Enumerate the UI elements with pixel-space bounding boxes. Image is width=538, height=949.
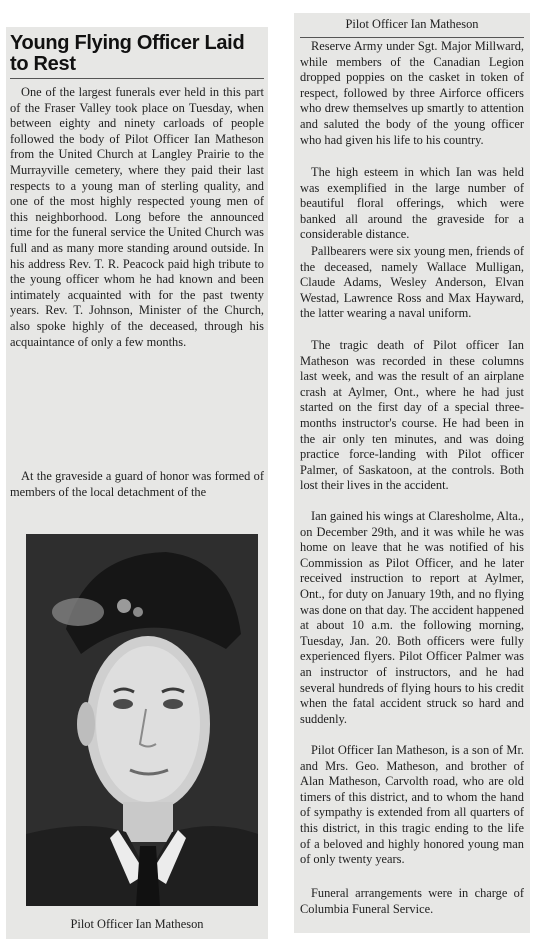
right-paragraph-7: Funeral arrangements were in charge of Columbia Funeral Service. <box>300 886 524 916</box>
article-left-clipping <box>6 27 268 939</box>
left-paragraph-1: One of the largest funerals ever held in this part of the Fraser Valley took place on Tuesday, when between eighty and ninety carloads of people followed the body of Pilot Officer Ian Matheson from the United Church at Langley Prairie to the Murrayville cemetery, where they paid their last respects to a young man of sterling quality, and one of the most highly respected young men of this neighborhood. Long before the announced time for the funeral service the United Church was full and as many more standing around outside. In his address Rev. T. R. Peacock paid high tribute to the young officer whom he had known and been intimately acquainted with for the past twenty years. Rev. T. Johnson, Minister of the Church, also spoke highly of the deceased, through his acquaintance of only a few months. <box>10 85 264 349</box>
running-head: Pilot Officer Ian Matheson <box>345 17 479 31</box>
right-paragraph-5: Ian gained his wings at Claresholme, Alta., on December 29th, and it was while he was home on leave that he was notified of his Commission as Pilot Officer, and he later received instruction to report at Aylmer, Ont., for duty on January 19th, and no flying was done on that day. The accident happened at about 10 a.m. the following morning, Tuesday, Jan. 20. Both officers were fully experienced flyers. Pilot Officer Palmer was an instructor of instructors, and he had several hundreds of flying hours to his credit when the fatal accident struck so hard and suddenly. <box>300 509 525 726</box>
right-paragraph-4: The tragic death of Pilot officer Ian Matheson was recorded in these columns last week, and was the result of an airplane crash at Aylmer, Ont., where he had just started on the first day of a special three-months instructor's course. He had been in the air only ten minutes, and was doing practice force-landing with Pilot officer Palmer, of Saskatoon, at the controls. Both lost their lives in the accident. <box>300 338 524 493</box>
article-right-clipping <box>294 13 530 933</box>
running-head-rule <box>300 37 524 38</box>
headline: Young Flying Officer Laid to Rest <box>10 32 245 75</box>
portrait-photo <box>26 534 258 906</box>
right-paragraph-2: The high esteem in which Ian was held was exemplified in the large number of beautiful floral offerings, which were banked all around the graveside for a considerable distance. <box>300 165 524 242</box>
left-paragraph-2: At the graveside a guard of honor was formed of members of the local detachment of the <box>10 469 264 499</box>
right-paragraph-3: Pallbearers were six young men, friends of the deceased, namely Wallace Mulligan, Claude Adams, Wesley Anderson, Elvan Westad, Lawrence Ross and Max Hayward, the latter wearing a naval uniform. <box>300 244 524 321</box>
right-paragraph-1: Reserve Army under Sgt. Major Millward, while members of the Canadian Legion dropped poppies on the casket in token of respect, followed by three Airforce officers who drew themselves up smartly to attention and saluted the body of the young officer who had given his life to his country. <box>300 39 524 147</box>
headline-rule <box>10 78 264 79</box>
photo-caption: Pilot Officer Ian Matheson <box>70 917 204 931</box>
right-paragraph-6: Pilot Officer Ian Matheson, is a son of Mr. and Mrs. Geo. Matheson, and brother of Alan Matheson, Carvolth road, who are old timers of this district, and to whom the hand of sympathy is extended from all quarters of this district, in this tragic ending to the life of a beloved and highly honored young man of only twenty years. <box>300 743 524 867</box>
portrait-photo-image <box>26 534 258 906</box>
